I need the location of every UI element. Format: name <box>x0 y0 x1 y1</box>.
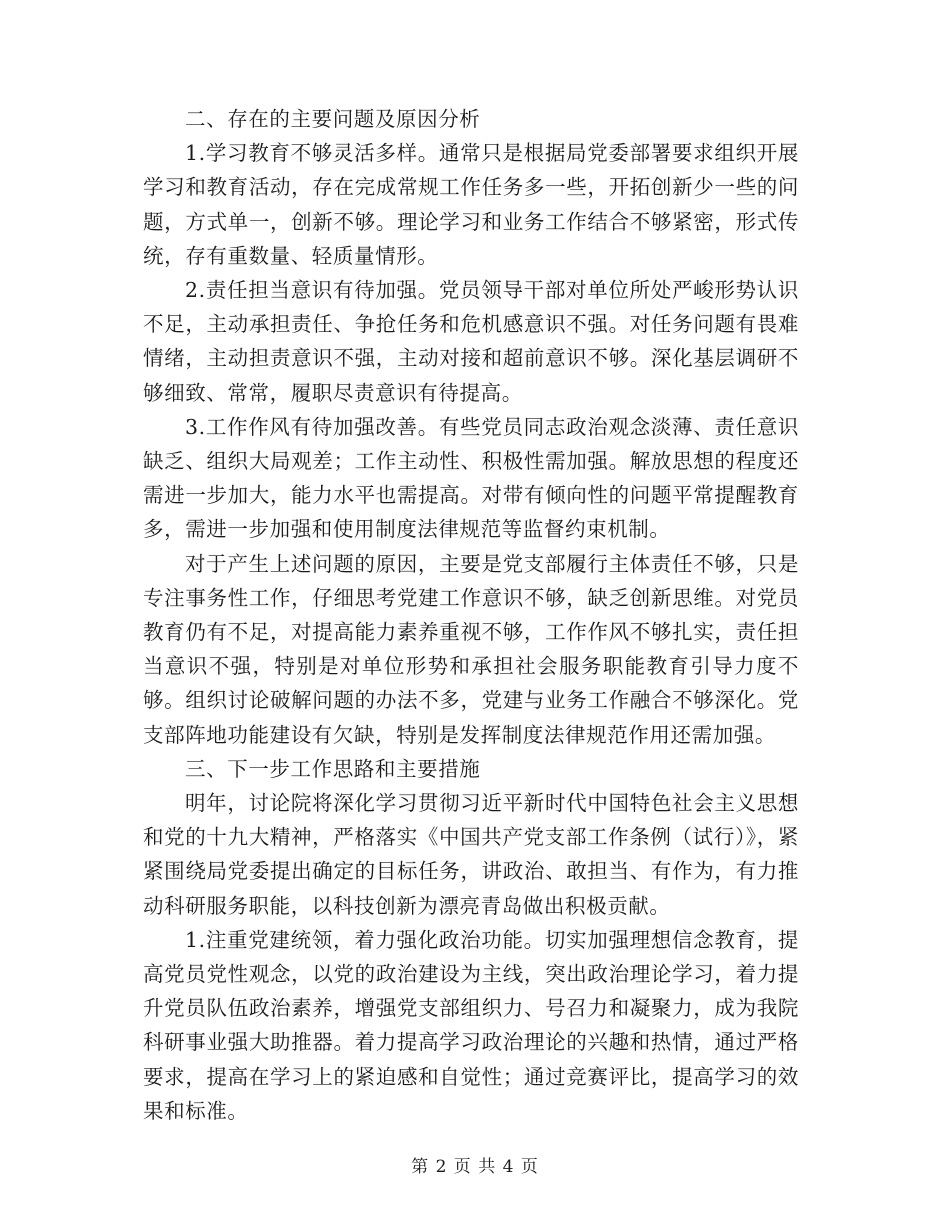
paragraph-responsibility: 2.责任担当意识有待加强。党员领导干部对单位所处严峻形势认识不足，主动承担责任、争抢任务和危机感意识不强。对任务问题有畏难情绪，主动担责意识不强，主动对接和超前意识不够。深化基层调研不够细致、常常，履职尽责意识有待提高。 <box>143 278 799 405</box>
paragraph-party-building: 1.注重党建统领，着力强化政治功能。切实加强理想信念教育，提高党员党性观念，以党的政治建设为主线，突出政治理论学习，着力提升党员队伍政治素养，增强党支部组织力、号召力和凝聚力，成为我院科研事业强大助推器。着力提高学习政治理论的兴趣和热情，通过严格要求，提高在学习上的紧迫感和自觉性；通过竞赛评比，提高学习的效果和标准。 <box>143 927 799 1123</box>
section-heading-problems: 二、存在的主要问题及原因分析 <box>185 107 481 131</box>
paragraph-learning-education: 1.学习教育不够灵活多样。通常只是根据局党委部署要求组织开展学习和教育活动，存在完成常规工作任务多一些，开拓创新少一些的问题，方式单一，创新不够。理论学习和业务工作结合不够紧密，形式传统，存有重数量、轻质量情形。 <box>143 141 799 268</box>
paragraph-cause-analysis: 对于产生上述问题的原因，主要是党支部履行主体责任不够，只是专注事务性工作，仔细思考党建工作意识不够，缺乏创新思维。对党员教育仍有不足，对提高能力素养重视不够，工作作风不够扎实，责任担当意识不强，特别是对单位形势和承担社会服务职能教育引导力度不够。组织讨论破解问题的办法不多，党建与业务工作融合不够深化。党支部阵地功能建设有欠缺，特别是发挥制度法律规范作用还需加强。 <box>143 551 799 747</box>
paragraph-next-year-plan: 明年，讨论院将深化学习贯彻习近平新时代中国特色社会主义思想和党的十九大精神，严格落实《中国共产党支部工作条例（试行）》，紧紧围绕局党委提出确定的目标任务，讲政治、敢担当、有作为，有力推动科研服务职能，以科技创新为漂亮青岛做出积极贡献。 <box>143 791 799 918</box>
page-number-footer: 第 2 页 共 4 页 <box>411 1157 539 1177</box>
document-body <box>143 102 799 1128</box>
paragraph-work-style: 3.工作作风有待加强改善。有些党员同志政治观念淡薄、责任意识缺乏、组织大局观差；工作主动性、积极性需加强。解放思想的程度还需进一步加大，能力水平也需提高。对带有倾向性的问题平常提醒教育多，需进一步加强和使用制度法律规范等监督约束机制。 <box>143 414 799 542</box>
section-heading-next-steps: 三、下一步工作思路和主要措施 <box>185 756 481 781</box>
